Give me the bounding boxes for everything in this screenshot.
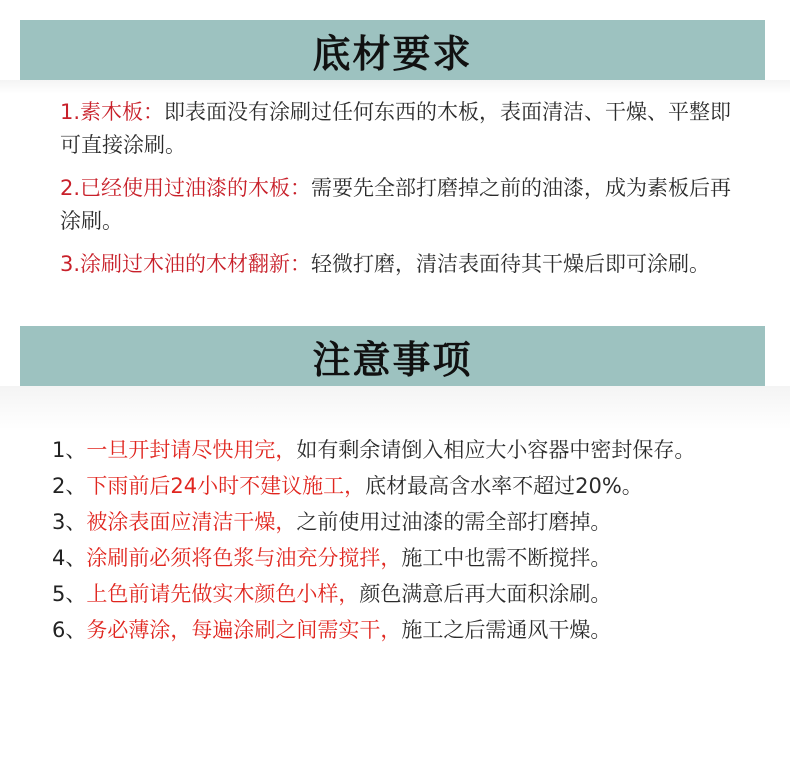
- note-text: 颜色满意后再大面积涂刷。: [359, 582, 612, 606]
- note-number: 6、: [52, 618, 87, 642]
- note-highlight: 上色前请先做实木颜色小样，: [86, 582, 360, 606]
- note-number: 5、: [52, 582, 87, 606]
- note-highlight: 一旦开封请尽快用完，: [86, 438, 297, 462]
- notes-list: [52, 436, 752, 652]
- requirement-highlight: 2.已经使用过油漆的木板：: [60, 176, 312, 200]
- requirement-text: 轻微打磨，清洁表面待其干燥后即可涂刷。: [311, 252, 711, 276]
- substrate-requirements-banner: [20, 20, 765, 80]
- note-item: [52, 472, 752, 501]
- note-text: 如有剩余请倒入相应大小容器中密封保存。: [296, 438, 696, 462]
- requirement-text: 需要先全部打磨掉之前的油漆，成为素板后再涂刷。: [60, 176, 732, 233]
- requirement-highlight: 1.素木板：: [60, 100, 165, 124]
- note-number: 3、: [52, 510, 87, 534]
- note-highlight: 务必薄涂，每遍涂刷之间需实干，: [86, 618, 402, 642]
- requirement-item: [60, 172, 750, 238]
- banner-shadow: [0, 80, 790, 94]
- substrate-requirements-list: [60, 96, 750, 291]
- requirement-highlight: 3.涂刷过木油的木材翻新：: [60, 252, 312, 276]
- note-highlight: 涂刷前必须将色浆与油充分搅拌，: [86, 546, 402, 570]
- requirement-item: [60, 248, 750, 281]
- banner-shadow: [0, 386, 790, 430]
- substrate-requirements-title: 底材要求: [312, 31, 473, 76]
- note-number: 1、: [52, 438, 87, 462]
- note-item: [52, 436, 752, 465]
- note-text: 之前使用过油漆的需全部打磨掉。: [296, 510, 612, 534]
- note-text: 底材最高含水率不超过20%。: [365, 474, 643, 498]
- notes-title: 注意事项: [312, 337, 473, 382]
- note-item: [52, 508, 752, 537]
- requirement-item: [60, 96, 750, 162]
- notes-banner: [20, 326, 765, 386]
- requirement-text: 即表面没有涂刷过任何东西的木板，表面清洁、干燥、平整即可直接涂刷。: [60, 100, 732, 157]
- note-number: 2、: [52, 474, 87, 498]
- note-item: [52, 580, 752, 609]
- note-highlight: 被涂表面应清洁干燥，: [86, 510, 297, 534]
- note-item: [52, 544, 752, 573]
- note-text: 施工中也需不断搅拌。: [401, 546, 612, 570]
- note-text: 施工之后需通风干燥。: [401, 618, 612, 642]
- note-highlight: 下雨前后24小时不建议施工，: [86, 474, 366, 498]
- note-item: [52, 616, 752, 645]
- note-number: 4、: [52, 546, 87, 570]
